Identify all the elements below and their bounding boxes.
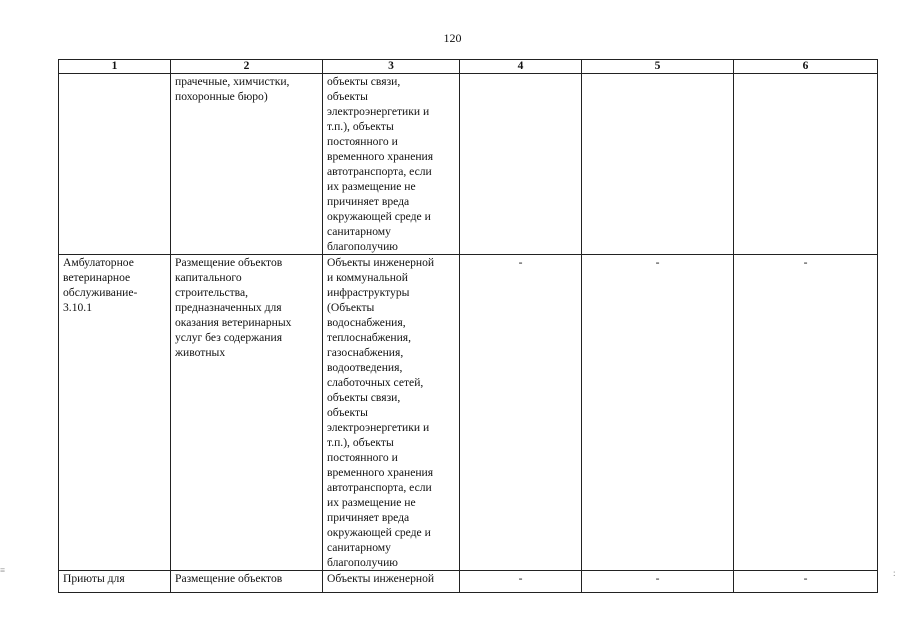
table-cell (460, 74, 582, 255)
column-header-5: 5 (582, 60, 734, 74)
table-cell: - (734, 571, 878, 593)
margin-mark: ≡ (0, 565, 6, 575)
table-cell: Амбулаторное ветеринарное обслуживание- 3.10.1 (59, 255, 171, 571)
table-row (59, 255, 878, 571)
table-cell: Объекты инженерной (323, 571, 460, 593)
table-cell: Размещение объектов (171, 571, 323, 593)
table-cell: - (734, 255, 878, 571)
table-cell: Приюты для (59, 571, 171, 593)
table-cell: - (582, 255, 734, 571)
table-cell (582, 74, 734, 255)
margin-mark: : (893, 568, 896, 578)
land-use-table (58, 59, 878, 593)
table-cell: прачечные, химчистки, похоронные бюро) (171, 74, 323, 255)
table-cell (734, 74, 878, 255)
table-cell: Объекты инженерной и коммунальной инфраструктуры (Объекты водоснабжения, теплоснабжения, газоснабжения, водоотведения, слаботочных сетей, объекты связи, объекты электроэнергетики и т.п.), объекты постоянного и временного хранения автотранспорта, если их размещение не причиняет вреда окружающей среде и санитарному благополучию (323, 255, 460, 571)
header-row (59, 60, 878, 74)
table-row (59, 74, 878, 255)
column-header-3: 3 (323, 60, 460, 74)
table-cell: - (582, 571, 734, 593)
column-header-6: 6 (734, 60, 878, 74)
table-cell (59, 74, 171, 255)
column-header-2: 2 (171, 60, 323, 74)
table-cell: Размещение объектов капитального строительства, предназначенных для оказания ветеринарных услуг без содержания животных (171, 255, 323, 571)
column-header-1: 1 (59, 60, 171, 74)
page-number: 120 (443, 31, 462, 45)
table-row (59, 571, 878, 593)
table-cell: - (460, 255, 582, 571)
column-header-4: 4 (460, 60, 582, 74)
table-cell: - (460, 571, 582, 593)
table-cell: объекты связи, объекты электроэнергетики и т.п.), объекты постоянного и временного хранения автотранспорта, если их размещение не причиняет вреда окружающей среде и санитарному благополучию (323, 74, 460, 255)
